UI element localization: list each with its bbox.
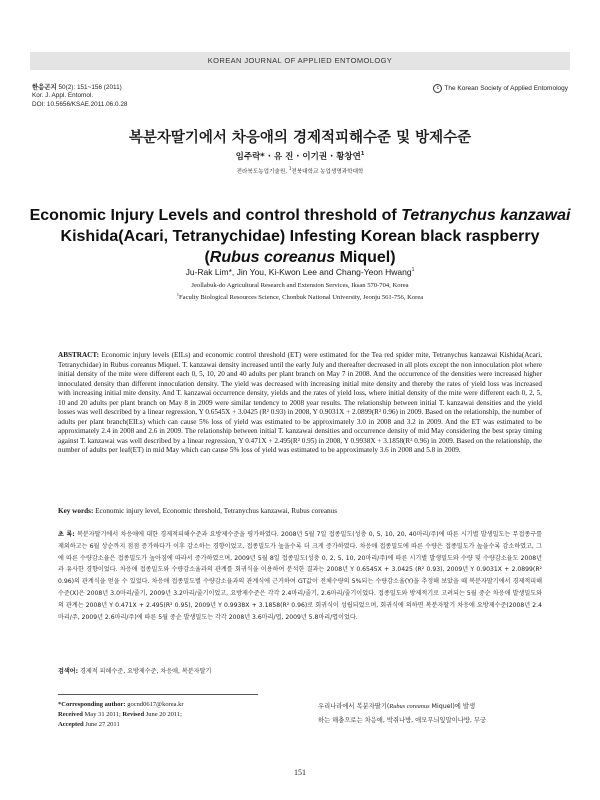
english-title-species: Tetranychus kanzawai (401, 207, 571, 224)
intro-line2: 하는 해충으로는 차응애, 박쥐나방, 애모무늬잎말이나방, 무궁 (318, 717, 487, 724)
received-date: May 31 2011; (82, 710, 123, 718)
footnote-divider (58, 694, 258, 695)
revised-label: Revised (122, 710, 145, 718)
korean-abstract-label: 초 록: (58, 531, 75, 538)
korean-affil-1: 전라북도농업기술원, (236, 168, 289, 175)
korean-keywords-list: 경제적 피해수준, 요방제수준, 차응애, 복분자딸기 (78, 668, 212, 675)
keywords-label: Key words: (58, 507, 94, 515)
intro-species: Rubus coreanus (389, 703, 430, 710)
korean-abstract (58, 529, 542, 623)
page-number: 151 (294, 768, 306, 777)
english-title-part2: Kishida(Acari, Tetranychidae) Infesting Korean black raspberry (60, 228, 540, 245)
korean-affiliation (0, 166, 600, 175)
footnote-block (58, 700, 278, 729)
society-name: The Korean Society of Applied Entomology (444, 85, 568, 93)
english-author-superscript: 1 (411, 267, 415, 274)
korean-affil-2: 전북대학교 농업생명과학대학 (291, 168, 364, 175)
accepted-date: June 27 2011 (83, 720, 120, 728)
korean-keywords (58, 666, 542, 675)
affil-superscript: 1 (288, 166, 292, 171)
corresponding-label: *Corresponding author: (58, 701, 126, 708)
english-title-part3: Miquel) (335, 249, 396, 266)
korean-keywords-label: 검색어: (58, 668, 79, 675)
intro-line1-b: Miquel)에 발생 (429, 703, 476, 710)
copyright-icon: c (433, 84, 442, 93)
revised-date: June 20 2011; (144, 710, 182, 718)
english-abstract (58, 351, 542, 456)
journal-banner-title: KOREAN JOURNAL OF APPLIED ENTOMOLOGY (207, 56, 393, 65)
english-keywords (58, 507, 542, 515)
abstract-body: Economic injury levels (EILs) and economic control threshold (ET) were estimated for the Tea red spider mite, Tetranychus kanzawai Kishida(Acari, Tetranychidae) in Rubus coreanus Miquel. T. kanzawai density increased until the early July and thereafter decreased in all plots except the non innoculation plot where initial density of the mite were different each 0, 5, 10, 20 and 40 adults per plant branch on May 7 in 2008. And the occurrence of the densities were increased higher innoculated density than different innoculation density. The yield was decreased with increasing initial mite density and thereby the rates of yield loss was increased with increasing initial mite density. And T. kanzawai occurrence density, yields and the rates of yield loss, where initial density of the mite were different each 0, 2, 5, 10 and 20 adults per plant branch on May 8 in 2009 were similar tendency to 2008 year results. The relationship between initial T. kanzawai densities and the yield losses was well described by a linear regression, Y 0.6545X + 3.0425 (R² 0.93) in 2008, Y 0.9031X + 2.0899(R² 0.96) in 2009. Based on the relationship, the number of adults per plant branch(EILs) which can cause 5% loss of yield was estimated to be approximately 3.0 in 2008 and 3.2 in 2009. And the ET was estimated to be approximately 2.4 in 2008 and 2.6 in 2009. The relationship between initial T. kanzawai densities and occurrence density of mid May considering the best spray timing against T. kanzawai was well described by a linear regression, Y 0.471X + 2.495(R² 0.95) in 2008, Y 0.9938X + 3.1858(R² 0.96) in 2009. Based on the relationship, the number of adults per leaf(ET) in mid May which can cause 5% loss of yield was estimated to be approximately 3.6 in 2008 and 5.8 in 2009. (58, 351, 542, 454)
english-title-paren: ( (204, 249, 210, 266)
korean-title: 복분자딸기에서 차응애의 경제적피해수준 및 방제수준 (128, 130, 472, 146)
english-title (0, 205, 600, 268)
journal-abbrev: Kor. J. Appl. Entomol. (32, 92, 94, 100)
english-authors (0, 267, 600, 277)
korean-abstract-body: 복분자딸기에서 차응애에 대한 경제적피해수준과 요방제수준을 평가하였다. 2008년 5월 7일 접종밀도(성충 0, 5, 10, 20, 40마리/주)에 따른 시기별 발생밀도는 무접종구를 제외하고는 6월 상순까지 점점 증가하다가 이후 감소하는 경향이었고, 접종밀도가 높을수록 더 크게 증가하였다. 차응애 접종밀도에 따른 수량은 접종밀도가 높을수록 감소하였고, 그에 따른 수량감소율은 접종밀도가 높아짐에 따라서 증가하였으며, 2009년 5월 8일 접종밀도(성충 0, 2, 5, 10, 20마리/주)에 따른 시기별 발생밀도와 수량 및 수량감소율도 2008년과 유사한 경향이었다. 차응애 접종밀도와 수량감소율과의 관계를 회귀식을 이용하여 분석한 결과는 2008년 Y 0.6545X + 3.0425 (R² 0.93), 2009년 Y 0.9031X + 2.0899(R² 0.96)의 관계식을 얻을 수 있었다. 차응애 접종밀도별 수량감소율과의 관계식에 근거하여 GT값이 전체수량의 5%되는 수량감소율(Y)을 추정해 보았을 때 복분자딸기에서 경제적피해수준(X)은 2008년 3.0마리/줄기, 2009년 3.2마리/줄기이었고, 요방제수준은 각각 2.4마리/줄기, 2.6마리/줄기이었다. 접종밀도와 방제적기로 고려되는 5월 중순 차응애 발생밀도와의 관계는 2008년 Y 0.471X + 2.495(R² 0.95), 2009년 Y 0.9938X + 3.1858(R² 0.96)로 회귀식이 성립되었으며, 회귀식에 의하면 복분자딸기 차응애 요방제수준(2008년 2.4마리/주, 2009년 2.6마리/주)에 따른 5월 중순 발생밀도는 각각 2008년 3.6마리/엽, 2009년 5.8마리/엽이었다. (58, 531, 542, 621)
volume-pages: 50(2): 151~156 (2011) (56, 84, 122, 91)
received-label: Received (58, 710, 83, 718)
intro-line1-a: 우리나라에서 복분자딸기( (318, 703, 390, 710)
english-affil-line2: Faculty Biological Resources Science, Chonbuk National University, Jeonju 561-756, Korea (179, 294, 424, 302)
journal-kr-name: 한응곤지 (32, 84, 57, 91)
english-affiliation (0, 281, 600, 302)
citation-meta (32, 84, 127, 109)
society-credit (433, 84, 568, 93)
abstract-label: ABSTRACT: (58, 351, 100, 359)
english-affil-line1: Jeollabuk-do Agricultural Research and Extension Services, Iksan 570-704, Korea (191, 282, 409, 289)
author-superscript: 1 (360, 151, 365, 158)
english-affil-superscript: 1 (176, 292, 179, 297)
introduction-text (318, 700, 544, 728)
keywords-list: Economic injury level, Economic threshold, Tetranychus kanzawai, Rubus coreanus (93, 507, 338, 515)
corresponding-email[interactable]: gocnd0617@korea.kr (125, 701, 184, 708)
accepted-label: Accepted (58, 720, 84, 728)
english-author-list: Ju-Rak Lim*, Jin You, Ki-Kwon Lee and Chang-Yeon Hwang (185, 267, 412, 277)
english-title-part1: Economic Injury Levels and control threshold of (29, 207, 402, 224)
korean-author-list: 임주락* · 유 진 · 이기권 · 황창연 (235, 152, 361, 162)
doi-link[interactable]: DOI: 10.5656/KSAE.2011.06.0.28 (32, 100, 128, 108)
english-title-host: Rubus coreanus (209, 249, 336, 266)
korean-authors (0, 150, 600, 162)
